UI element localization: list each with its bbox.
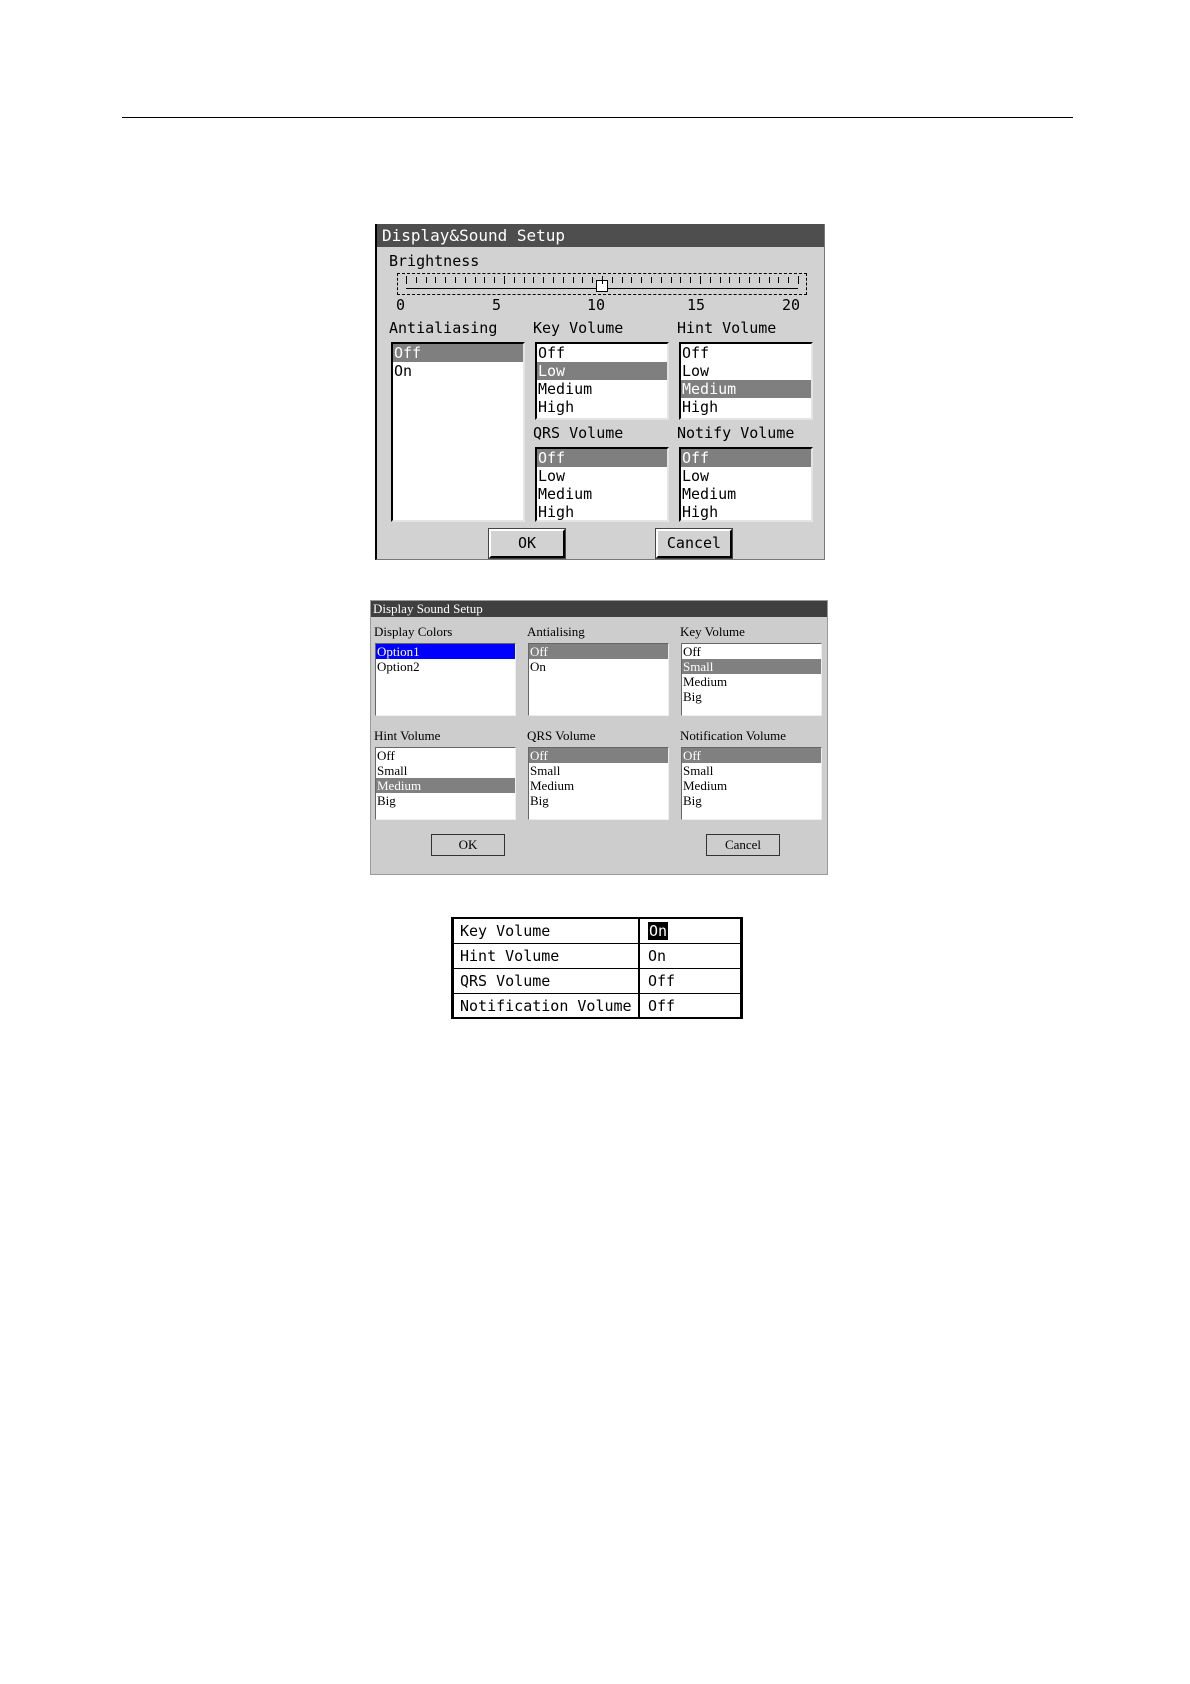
list-item[interactable]: Medium — [682, 485, 737, 503]
slider-tick — [455, 277, 456, 283]
slider-tick — [592, 277, 593, 283]
list-item[interactable]: Big — [683, 689, 702, 704]
list-item[interactable]: Off — [529, 748, 668, 763]
key-volume-listbox[interactable] — [681, 643, 822, 716]
list-item[interactable]: Off — [682, 748, 821, 763]
slider-tick — [465, 277, 466, 283]
slider-tick — [798, 276, 799, 284]
list-item[interactable]: Medium — [683, 778, 728, 793]
setting-name: Key Volume — [454, 919, 640, 943]
list-item[interactable]: Small — [530, 763, 561, 778]
display-colors-label: Display Colors — [374, 624, 453, 639]
list-item[interactable]: Medium — [538, 380, 593, 398]
slider-tick — [582, 277, 583, 283]
slider-tick — [504, 276, 505, 284]
antialising-listbox[interactable] — [528, 643, 669, 716]
ok-button[interactable]: OK — [431, 834, 505, 856]
slider-tick — [641, 277, 642, 283]
setting-value-cell[interactable] — [640, 919, 740, 943]
key-volume-label: Key Volume — [680, 624, 745, 639]
slider-tick — [514, 277, 515, 283]
slider-tick — [426, 277, 427, 283]
tick-label-5: 5 — [492, 296, 502, 314]
setting-value[interactable]: Off — [648, 972, 676, 990]
setting-name: Notification Volume — [454, 994, 640, 1017]
slider-tick — [729, 277, 730, 283]
list-item[interactable]: Medium — [681, 380, 811, 398]
list-item[interactable]: On — [394, 362, 413, 380]
slider-tick — [612, 277, 613, 283]
key-volume-label: Key Volume — [533, 319, 624, 337]
list-item[interactable]: Off — [681, 449, 811, 467]
notification-volume-listbox[interactable] — [681, 747, 822, 820]
slider-tick — [435, 277, 436, 283]
list-item[interactable]: Big — [530, 793, 549, 808]
ok-button[interactable]: OK — [489, 529, 565, 558]
slider-tick — [543, 277, 544, 283]
slider-tick — [631, 277, 632, 283]
slider-tick — [700, 276, 701, 284]
slider-tick — [533, 277, 534, 283]
cancel-button[interactable]: Cancel — [656, 529, 732, 558]
volume-settings-table — [451, 917, 743, 1019]
list-item[interactable]: Medium — [376, 778, 515, 793]
slider-tick — [602, 276, 603, 284]
tick-label-0: 0 — [396, 296, 406, 314]
slider-tick — [788, 277, 789, 283]
list-item[interactable]: High — [538, 398, 575, 416]
notification-volume-label: Notification Volume — [680, 728, 787, 743]
list-item[interactable]: Low — [538, 467, 566, 485]
slider-tick — [778, 277, 779, 283]
list-item[interactable]: Off — [683, 644, 701, 659]
list-item[interactable]: High — [682, 503, 719, 521]
slider-tick — [749, 277, 750, 283]
antialising-label: Antialising — [527, 624, 585, 639]
page-header-rule — [122, 117, 1073, 118]
list-item[interactable]: Medium — [530, 778, 575, 793]
list-item[interactable]: Off — [377, 748, 395, 763]
slider-tick — [661, 277, 662, 283]
list-item[interactable]: Option1 — [376, 644, 515, 659]
slider-tick — [759, 277, 760, 283]
list-item[interactable]: Medium — [538, 485, 593, 503]
list-item[interactable]: Off — [682, 344, 710, 362]
cancel-button[interactable]: Cancel — [706, 834, 780, 856]
list-item[interactable]: Low — [682, 362, 710, 380]
slider-tick — [710, 277, 711, 283]
list-item[interactable]: Off — [529, 644, 668, 659]
antialiasing-listbox[interactable] — [391, 342, 525, 522]
list-item[interactable]: Low — [682, 467, 710, 485]
table-row[interactable] — [454, 944, 740, 968]
slider-tick — [406, 276, 407, 284]
list-item[interactable]: Off — [538, 344, 566, 362]
notify-volume-label: Notify Volume — [677, 424, 795, 442]
table-row[interactable] — [454, 994, 740, 1017]
tick-label-20: 20 — [782, 296, 801, 314]
list-item[interactable]: High — [538, 503, 575, 521]
list-item[interactable]: Option2 — [377, 659, 420, 674]
setting-value[interactable]: Off — [648, 997, 676, 1015]
key-volume-listbox[interactable] — [535, 342, 669, 420]
qrs-volume-label: QRS Volume — [527, 728, 596, 743]
slider-tick — [690, 277, 691, 283]
slider-tick — [720, 277, 721, 283]
display-sound-setup-dialog-2 — [370, 600, 828, 875]
hint-volume-listbox[interactable] — [679, 342, 813, 420]
slider-tick — [445, 277, 446, 283]
brightness-slider[interactable] — [397, 273, 807, 295]
display-sound-setup-dialog-1 — [375, 224, 825, 560]
list-item[interactable]: Small — [682, 659, 821, 674]
slider-tick — [622, 277, 623, 283]
setting-value: On — [649, 922, 668, 940]
qrs-volume-listbox[interactable] — [528, 747, 669, 820]
slider-tick — [416, 277, 417, 283]
slider-tick — [524, 277, 525, 283]
dialog-title: Display&Sound Setup — [377, 224, 824, 247]
list-item[interactable]: Medium — [683, 674, 728, 689]
list-item[interactable]: Off — [537, 449, 667, 467]
tick-label-15: 15 — [687, 296, 706, 314]
qrs-volume-label: QRS Volume — [533, 424, 624, 442]
antialiasing-label: Antialiasing — [389, 319, 498, 337]
slider-tick — [739, 277, 740, 283]
table-row[interactable] — [454, 969, 740, 993]
list-item[interactable]: Big — [377, 793, 396, 808]
slider-tick — [553, 277, 554, 283]
brightness-label: Brightness — [389, 252, 480, 270]
setting-name: QRS Volume — [454, 969, 640, 993]
list-item[interactable]: Low — [537, 362, 667, 380]
slider-tick — [680, 277, 681, 283]
notify-volume-listbox[interactable] — [679, 447, 813, 522]
hint-volume-label: Hint Volume — [677, 319, 777, 337]
list-item[interactable]: Small — [683, 763, 714, 778]
setting-name: Hint Volume — [454, 944, 640, 968]
list-item[interactable]: High — [682, 398, 719, 416]
slider-tick — [494, 277, 495, 283]
dialog-title: Display Sound Setup — [371, 601, 827, 617]
slider-tick — [484, 277, 485, 283]
qrs-volume-listbox[interactable] — [535, 447, 669, 522]
display-colors-listbox[interactable] — [375, 643, 516, 716]
slider-tick — [573, 277, 574, 283]
slider-tick — [651, 277, 652, 283]
list-item[interactable]: Small — [377, 763, 408, 778]
slider-tick — [475, 277, 476, 283]
table-row[interactable] — [454, 919, 740, 943]
list-item[interactable]: On — [530, 659, 546, 674]
hint-volume-label: Hint Volume — [374, 728, 441, 743]
slider-tick — [671, 277, 672, 283]
list-item[interactable]: Off — [393, 344, 523, 362]
list-item[interactable]: Big — [683, 793, 702, 808]
slider-tick — [563, 277, 564, 283]
slider-tick — [769, 277, 770, 283]
hint-volume-listbox[interactable] — [375, 747, 516, 820]
tick-label-10: 10 — [587, 296, 606, 314]
setting-value[interactable]: On — [648, 947, 667, 965]
